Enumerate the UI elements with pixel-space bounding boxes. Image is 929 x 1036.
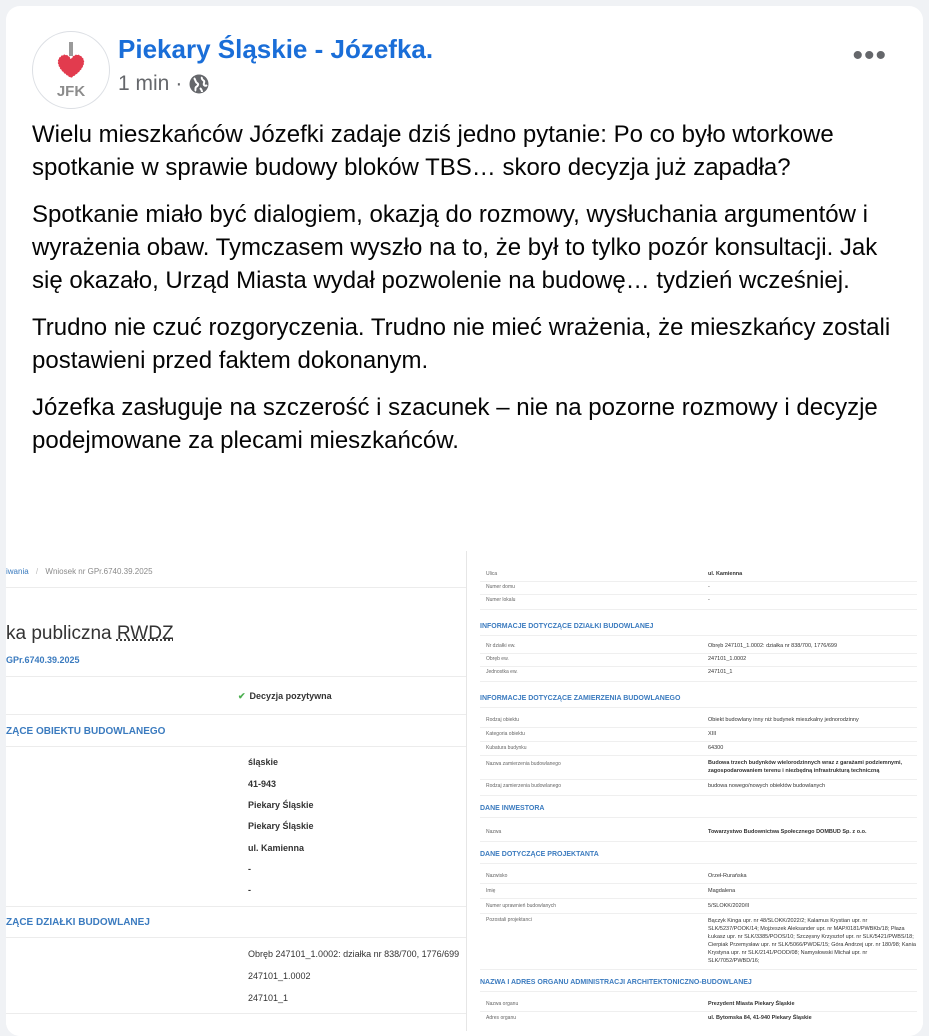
field-label: Kategoria obiektu — [486, 731, 525, 737]
doc-breadcrumb: iwania / Wniosek nr GPr.6740.39.2025 — [6, 567, 153, 576]
field-label: Nazwa — [486, 829, 502, 835]
field-label: Nr działki ew. — [486, 643, 516, 649]
field-value: 247101_1.0002 — [708, 656, 747, 662]
field-label: Adres organu — [486, 1015, 517, 1021]
post-paragraph: Trudno nie czuć rozgoryczenia. Trudno nie mieć wrażenia, że mieszkańcy zostali postawieni przed faktem dokonanym. — [32, 314, 891, 374]
field-value: 64300 — [708, 745, 724, 751]
field-value: Obiekt budowlany inny niż budynek mieszkalny jednorodzinny — [708, 717, 859, 723]
document-image-right[interactable] — [468, 551, 923, 1031]
field-label: Obręb ew. — [486, 656, 509, 662]
field-label: Rodzaj zamierzenia budowlanego — [486, 783, 562, 789]
page-name-link[interactable]: Piekary Śląskie - Józefka. — [118, 34, 434, 64]
field-value: Magdalena — [708, 888, 736, 894]
field-label: Jednostka ew. — [486, 669, 518, 675]
field-value: Bączyk Kinga upr. nr 48/SLOKK/2022/2; Kalamus Krystian upr. nr SLK/5237/POOK/14; Mojżeszek Aleksander upr. nr MAP/0181/PWBKb/18; Płaza Łukasz upr. nr SLK/3385/POOS/10; Szczęsny Krzysztof upr. nr SLK/5421/PWBS/18; Cierpiak Przemysław upr. nr SLK/5066/PWOE/15; Góra Andrzej upr. nr 180/98; Kania Krystyna upr. nr SLK/2141/POOD/08; Namysłowski Michał upr. nr SLK/7052/PWBD/16; — [708, 918, 916, 964]
doc-value: śląskie — [248, 757, 279, 767]
field-value: 5/SLOKK/2020/II — [708, 903, 750, 909]
field-label: Pozostali projektanci — [486, 917, 532, 923]
check-icon: ✔ — [238, 691, 246, 701]
post-time[interactable]: 1 min — [118, 72, 170, 95]
doc-title: ka publiczna RWDZ — [6, 623, 174, 644]
post-images[interactable] — [6, 551, 923, 1036]
svg-text:JFK: JFK — [56, 83, 86, 100]
doc-value: 247101_1.0002 — [248, 971, 311, 981]
doc-section-heading: DANE DOTYCZĄCE PROJEKTANTA — [480, 851, 599, 858]
field-label: Numer domu — [486, 584, 515, 590]
field-value: Prezydent Miasta Piekary Śląskie — [708, 1001, 795, 1007]
field-value: ul. Kamienna — [708, 571, 743, 577]
doc-section-heading: DANE INWESTORA — [480, 805, 545, 812]
doc-value: 247101_1 — [248, 993, 289, 1003]
field-label: Nazwa zamierzenia budowlanego — [486, 761, 561, 767]
field-label: Imię — [486, 888, 496, 894]
field-value: ul. Bytomska 84, 41-940 Piekary Śląskie — [708, 1015, 812, 1021]
decision-status: ✔ Decyzja pozytywna — [238, 691, 332, 701]
doc-value: 41-943 — [248, 779, 277, 789]
doc-value: - — [248, 885, 251, 895]
field-label: Numer lokalu — [486, 597, 516, 603]
doc-value: ul. Kamienna — [248, 843, 305, 853]
field-value: Orzeł-Rurańska — [708, 873, 747, 879]
globe-icon[interactable] — [188, 73, 210, 95]
field-label: Numer uprawnień budowlanych — [486, 903, 557, 909]
doc-section-heading: NAZWA I ADRES ORGANU ADMINISTRACJI ARCHITEKTONICZNO-BUDOWLANEJ — [480, 979, 752, 986]
doc-case-number: GPr.6740.39.2025 — [6, 655, 80, 665]
document-image-left[interactable] — [6, 551, 467, 1031]
post-text — [32, 118, 912, 471]
post-paragraph: Spotkanie miało być dialogiem, okazją do rozmowy, wysłuchania argumentów i wyrażenia obaw. Tymczasem wyszło na to, że był to tylko pozór konsultacji. Jak się okazało, Urząd Miasta wydał pozwolenie na budowę… tydzień wcześniej. — [32, 201, 878, 294]
field-value: Towarzystwo Budownictwa Społecznego DOMBUD Sp. z o.o. — [708, 829, 867, 835]
field-label: Nazwisko — [486, 873, 508, 879]
post-paragraph: Wielu mieszkańców Józefki zadaje dziś jedno pytanie: Po co było wtorkowe spotkanie w sprawie budowy bloków TBS… skoro decyzja już zapadła? — [32, 121, 834, 181]
field-label: Nazwa organu — [486, 1001, 519, 1007]
doc-section-heading: ZĄCE DZIAŁKI BUDOWLANEJ — [6, 917, 150, 928]
doc-value: - — [248, 864, 251, 874]
field-value: - — [708, 584, 710, 590]
meta-separator: · — [175, 72, 183, 95]
page-name-dot: . — [425, 34, 434, 64]
field-value: Budowa trzech budynków wielorodzinnych wraz z garażami podziemnymi, zagospodarowaniem terenu i niezbędną infrastrukturą techniczną — [708, 760, 903, 774]
field-value: - — [708, 597, 710, 603]
field-value: 247101_1 — [708, 669, 733, 675]
field-label: Rodzaj obiektu — [486, 717, 520, 723]
doc-section-heading: INFORMACJE DOTYCZĄCE ZAMIERZENIA BUDOWLANEGO — [480, 695, 681, 702]
field-value: XIII — [708, 731, 717, 737]
avatar-logo-icon — [33, 32, 109, 108]
doc-value: Piekary Śląskie — [248, 821, 314, 831]
doc-section-heading: ZĄCE OBIEKTU BUDOWLANEGO — [6, 726, 166, 737]
field-label: Ulica — [486, 571, 498, 577]
field-value: budowa nowego/nowych obiektów budowlanych — [708, 783, 826, 789]
doc-section-heading: INFORMACJE DOTYCZĄCE DZIAŁKI BUDOWLANEJ — [480, 623, 654, 630]
post-card — [6, 6, 923, 1036]
post-paragraph: Józefka zasługuje na szczerość i szacunek – nie na pozorne rozmowy i decyzje podejmowane za plecami mieszkańców. — [32, 394, 878, 454]
doc-value: Obręb 247101_1.0002: działka nr 838/700, 1776/699 — [248, 949, 460, 959]
doc-value: Piekary Śląskie — [248, 800, 314, 810]
field-value: Obręb 247101_1.0002: działka nr 838/700, 1776/699 — [708, 643, 838, 649]
post-meta — [118, 72, 210, 96]
page-avatar[interactable] — [32, 31, 110, 109]
field-label: Kubatura budynku — [486, 745, 527, 751]
more-options-icon[interactable]: ••• — [852, 39, 887, 72]
